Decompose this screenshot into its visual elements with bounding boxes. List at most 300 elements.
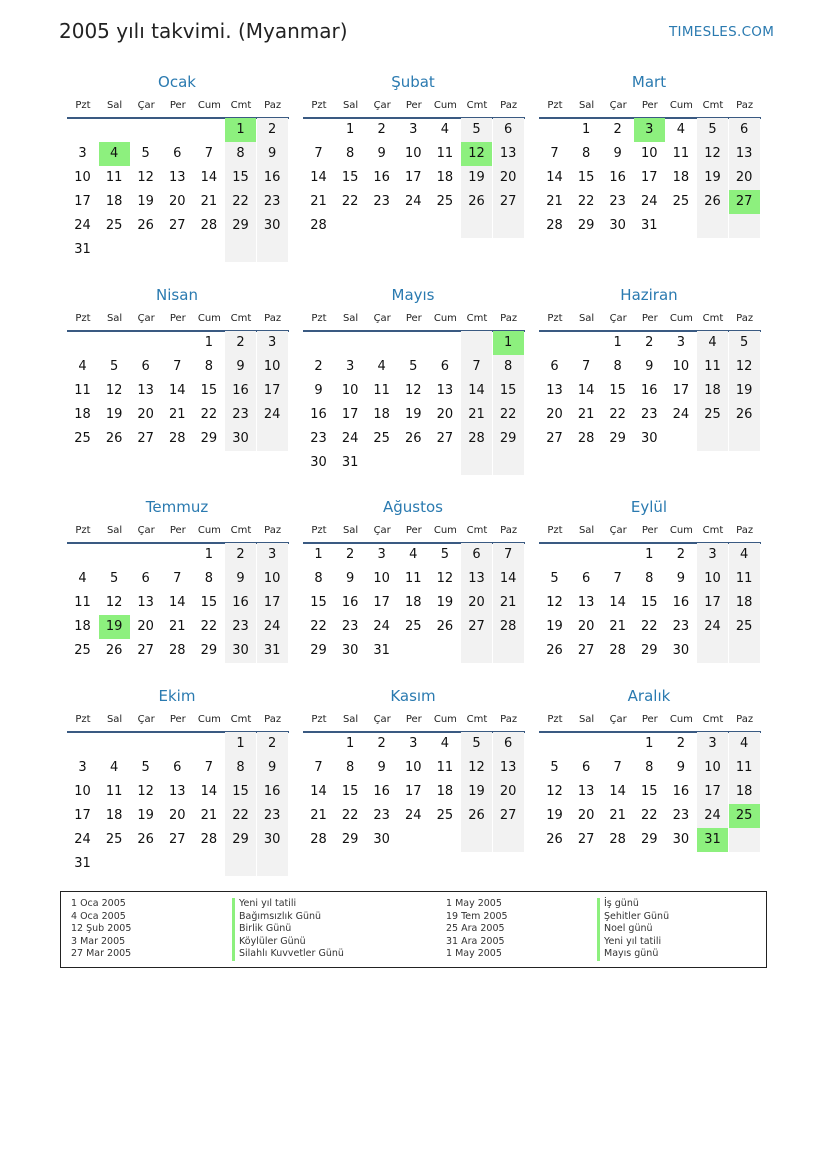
- day-cell[interactable]: 26: [461, 804, 492, 828]
- day-cell[interactable]: 1: [204, 335, 214, 350]
- day-cell[interactable]: 13: [493, 756, 524, 780]
- day-cell[interactable]: 20: [493, 166, 524, 190]
- day-cell[interactable]: 7: [581, 359, 591, 374]
- day-cell[interactable]: 9: [257, 756, 288, 780]
- day-cell[interactable]: 20: [729, 166, 760, 190]
- day-cell[interactable]: 17: [373, 595, 390, 610]
- day-cell[interactable]: 23: [341, 619, 359, 634]
- day-cell[interactable]: 22: [609, 407, 626, 422]
- day-cell[interactable]: 5: [141, 760, 150, 775]
- day-cell[interactable]: 19: [105, 407, 123, 422]
- day-cell[interactable]: 13: [493, 142, 524, 166]
- day-cell[interactable]: 25: [729, 615, 760, 639]
- day-cell[interactable]: 10: [257, 355, 288, 379]
- day-cell[interactable]: 26: [697, 190, 728, 214]
- day-cell[interactable]: 31: [373, 643, 390, 658]
- day-cell[interactable]: 29: [341, 832, 359, 847]
- day-cell[interactable]: 29: [641, 832, 658, 847]
- day-cell[interactable]: 9: [613, 146, 622, 161]
- day-cell[interactable]: 30: [225, 639, 256, 663]
- day-cell[interactable]: 13: [137, 595, 154, 610]
- day-cell[interactable]: 29: [200, 431, 218, 446]
- day-cell[interactable]: 8: [204, 359, 214, 374]
- day-cell[interactable]: 7: [493, 543, 524, 567]
- day-cell[interactable]: 30: [672, 643, 690, 658]
- day-cell[interactable]: 17: [641, 170, 658, 185]
- day-cell[interactable]: 6: [173, 146, 182, 161]
- day-cell[interactable]: 18: [729, 591, 760, 615]
- day-cell[interactable]: 5: [409, 359, 418, 374]
- day-cell[interactable]: 24: [257, 403, 288, 427]
- day-cell[interactable]: 23: [310, 431, 327, 446]
- day-cell[interactable]: 8: [645, 571, 654, 586]
- day-cell[interactable]: 16: [641, 383, 658, 398]
- day-cell[interactable]: 19: [461, 780, 492, 804]
- day-cell[interactable]: 17: [74, 808, 91, 823]
- day-cell[interactable]: 7: [204, 760, 214, 775]
- day-cell[interactable]: 21: [169, 407, 186, 422]
- day-cell[interactable]: 30: [225, 427, 256, 451]
- day-cell[interactable]: 15: [310, 595, 327, 610]
- day-cell[interactable]: 15: [225, 780, 256, 804]
- day-cell[interactable]: 6: [581, 571, 591, 586]
- day-cell[interactable]: 7: [204, 146, 214, 161]
- day-cell[interactable]: 11: [729, 756, 760, 780]
- day-cell[interactable]: 12: [546, 784, 563, 799]
- day-cell[interactable]: 9: [257, 142, 288, 166]
- day-cell[interactable]: 9: [225, 355, 256, 379]
- day-cell[interactable]: 28: [310, 832, 327, 847]
- day-cell[interactable]: 20: [461, 591, 492, 615]
- day-cell[interactable]: 23: [257, 190, 288, 214]
- day-cell[interactable]: 8: [225, 756, 256, 780]
- day-cell[interactable]: 3: [676, 335, 686, 350]
- day-cell[interactable]: 27: [169, 218, 186, 233]
- day-cell[interactable]: 15: [200, 383, 218, 398]
- day-cell[interactable]: 27: [577, 832, 595, 847]
- day-cell[interactable]: 21: [577, 407, 595, 422]
- day-cell[interactable]: 12: [461, 756, 492, 780]
- day-cell[interactable]: 30: [609, 218, 626, 233]
- day-cell[interactable]: 7: [613, 760, 622, 775]
- day-cell[interactable]: 5: [550, 571, 559, 586]
- day-cell[interactable]: 9: [377, 146, 386, 161]
- day-cell[interactable]: 8: [345, 146, 355, 161]
- day-cell[interactable]: 20: [169, 194, 186, 209]
- day-cell[interactable]: 23: [257, 804, 288, 828]
- day-cell[interactable]: 29: [310, 643, 327, 658]
- day-cell[interactable]: 5: [550, 760, 559, 775]
- day-cell[interactable]: 12: [105, 383, 123, 398]
- day-cell[interactable]: 26: [137, 218, 154, 233]
- day-cell[interactable]: 23: [672, 619, 690, 634]
- day-cell[interactable]: 29: [493, 427, 524, 451]
- day-cell[interactable]: 7: [314, 146, 323, 161]
- day-cell[interactable]: 18: [436, 170, 454, 185]
- day-cell[interactable]: 15: [641, 784, 658, 799]
- day-cell[interactable]: 17: [257, 591, 288, 615]
- day-cell[interactable]: 5: [109, 359, 119, 374]
- holiday-day-cell[interactable]: 3: [634, 118, 665, 142]
- holiday-day-cell[interactable]: 1: [225, 118, 256, 142]
- day-cell[interactable]: 6: [461, 543, 492, 567]
- holiday-day-cell[interactable]: 25: [729, 804, 760, 828]
- day-cell[interactable]: 6: [550, 359, 559, 374]
- day-cell[interactable]: 16: [341, 595, 359, 610]
- day-cell[interactable]: 6: [440, 359, 450, 374]
- day-cell[interactable]: 18: [729, 780, 760, 804]
- day-cell[interactable]: 10: [641, 146, 658, 161]
- day-cell[interactable]: 15: [641, 595, 658, 610]
- day-cell[interactable]: 10: [373, 571, 390, 586]
- holiday-day-cell[interactable]: 27: [729, 190, 760, 214]
- day-cell[interactable]: 26: [105, 643, 123, 658]
- day-cell[interactable]: 1: [204, 547, 214, 562]
- day-cell[interactable]: 19: [729, 379, 760, 403]
- day-cell[interactable]: 11: [105, 170, 123, 185]
- day-cell[interactable]: 19: [546, 808, 563, 823]
- day-cell[interactable]: 4: [729, 543, 760, 567]
- day-cell[interactable]: 6: [173, 760, 182, 775]
- day-cell[interactable]: 28: [609, 643, 626, 658]
- day-cell[interactable]: 12: [436, 571, 454, 586]
- day-cell[interactable]: 25: [697, 403, 728, 427]
- day-cell[interactable]: 16: [672, 784, 690, 799]
- day-cell[interactable]: 27: [137, 431, 154, 446]
- day-cell[interactable]: 4: [78, 359, 87, 374]
- day-cell[interactable]: 2: [225, 543, 256, 567]
- day-cell[interactable]: 29: [200, 643, 218, 658]
- day-cell[interactable]: 27: [493, 804, 524, 828]
- day-cell[interactable]: 25: [672, 194, 690, 209]
- day-cell[interactable]: 2: [377, 122, 386, 137]
- day-cell[interactable]: 3: [78, 146, 87, 161]
- day-cell[interactable]: 12: [105, 595, 123, 610]
- day-cell[interactable]: 26: [405, 431, 422, 446]
- day-cell[interactable]: 8: [581, 146, 591, 161]
- day-cell[interactable]: 3: [257, 543, 288, 567]
- day-cell[interactable]: 3: [377, 547, 386, 562]
- day-cell[interactable]: 27: [436, 431, 454, 446]
- day-cell[interactable]: 3: [345, 359, 355, 374]
- day-cell[interactable]: 16: [257, 166, 288, 190]
- day-cell[interactable]: 16: [310, 407, 327, 422]
- day-cell[interactable]: 16: [373, 784, 390, 799]
- day-cell[interactable]: 5: [729, 331, 760, 355]
- day-cell[interactable]: 24: [405, 194, 422, 209]
- day-cell[interactable]: 2: [676, 736, 686, 751]
- day-cell[interactable]: 22: [225, 190, 256, 214]
- day-cell[interactable]: 23: [641, 407, 658, 422]
- day-cell[interactable]: 14: [200, 170, 218, 185]
- day-cell[interactable]: 24: [641, 194, 658, 209]
- day-cell[interactable]: 14: [461, 379, 492, 403]
- day-cell[interactable]: 2: [225, 331, 256, 355]
- day-cell[interactable]: 2: [257, 732, 288, 756]
- day-cell[interactable]: 14: [169, 383, 186, 398]
- day-cell[interactable]: 19: [546, 619, 563, 634]
- day-cell[interactable]: 25: [436, 808, 454, 823]
- day-cell[interactable]: 27: [461, 615, 492, 639]
- day-cell[interactable]: 22: [310, 619, 327, 634]
- day-cell[interactable]: 1: [645, 736, 654, 751]
- day-cell[interactable]: 15: [493, 379, 524, 403]
- day-cell[interactable]: 13: [169, 170, 186, 185]
- day-cell[interactable]: 8: [314, 571, 323, 586]
- day-cell[interactable]: 27: [546, 431, 563, 446]
- day-cell[interactable]: 8: [225, 142, 256, 166]
- day-cell[interactable]: 5: [461, 732, 492, 756]
- day-cell[interactable]: 29: [609, 431, 626, 446]
- day-cell[interactable]: 21: [609, 619, 626, 634]
- day-cell[interactable]: 21: [493, 591, 524, 615]
- day-cell[interactable]: 13: [729, 142, 760, 166]
- day-cell[interactable]: 22: [641, 619, 658, 634]
- day-cell[interactable]: 6: [493, 118, 524, 142]
- day-cell[interactable]: 2: [345, 547, 355, 562]
- day-cell[interactable]: 12: [729, 355, 760, 379]
- day-cell[interactable]: 26: [461, 190, 492, 214]
- day-cell[interactable]: 11: [729, 567, 760, 591]
- day-cell[interactable]: 28: [609, 832, 626, 847]
- day-cell[interactable]: 23: [609, 194, 626, 209]
- day-cell[interactable]: 28: [169, 643, 186, 658]
- day-cell[interactable]: 30: [641, 431, 658, 446]
- day-cell[interactable]: 10: [74, 170, 91, 185]
- day-cell[interactable]: 28: [169, 431, 186, 446]
- day-cell[interactable]: 22: [225, 804, 256, 828]
- day-cell[interactable]: 30: [257, 214, 288, 238]
- day-cell[interactable]: 5: [461, 118, 492, 142]
- holiday-day-cell[interactable]: 12: [461, 142, 492, 166]
- day-cell[interactable]: 15: [577, 170, 595, 185]
- day-cell[interactable]: 28: [200, 832, 218, 847]
- day-cell[interactable]: 13: [577, 595, 595, 610]
- day-cell[interactable]: 25: [436, 194, 454, 209]
- day-cell[interactable]: 2: [377, 736, 386, 751]
- day-cell[interactable]: 24: [74, 218, 91, 233]
- day-cell[interactable]: 26: [729, 403, 760, 427]
- day-cell[interactable]: 11: [405, 571, 422, 586]
- day-cell[interactable]: 3: [409, 736, 418, 751]
- day-cell[interactable]: 21: [546, 194, 563, 209]
- day-cell[interactable]: 9: [676, 760, 686, 775]
- day-cell[interactable]: 7: [173, 359, 182, 374]
- day-cell[interactable]: 21: [609, 808, 626, 823]
- holiday-day-cell[interactable]: 31: [697, 828, 728, 852]
- day-cell[interactable]: 16: [609, 170, 626, 185]
- day-cell[interactable]: 7: [314, 760, 323, 775]
- day-cell[interactable]: 9: [345, 571, 355, 586]
- day-cell[interactable]: 29: [577, 218, 595, 233]
- day-cell[interactable]: 17: [697, 591, 728, 615]
- day-cell[interactable]: 10: [697, 756, 728, 780]
- day-cell[interactable]: 21: [461, 403, 492, 427]
- day-cell[interactable]: 30: [373, 832, 390, 847]
- day-cell[interactable]: 30: [310, 455, 327, 470]
- day-cell[interactable]: 25: [105, 832, 123, 847]
- day-cell[interactable]: 14: [609, 784, 626, 799]
- day-cell[interactable]: 6: [141, 359, 150, 374]
- day-cell[interactable]: 25: [74, 643, 91, 658]
- day-cell[interactable]: 24: [257, 615, 288, 639]
- day-cell[interactable]: 8: [345, 760, 355, 775]
- day-cell[interactable]: 30: [257, 828, 288, 852]
- day-cell[interactable]: 13: [546, 383, 563, 398]
- day-cell[interactable]: 16: [672, 595, 690, 610]
- day-cell[interactable]: 20: [577, 619, 595, 634]
- day-cell[interactable]: 28: [200, 218, 218, 233]
- day-cell[interactable]: 25: [74, 431, 91, 446]
- day-cell[interactable]: 27: [577, 643, 595, 658]
- day-cell[interactable]: 14: [310, 170, 327, 185]
- day-cell[interactable]: 2: [257, 118, 288, 142]
- day-cell[interactable]: 17: [697, 780, 728, 804]
- day-cell[interactable]: 15: [341, 784, 359, 799]
- day-cell[interactable]: 22: [341, 194, 359, 209]
- day-cell[interactable]: 21: [200, 808, 218, 823]
- day-cell[interactable]: 16: [257, 780, 288, 804]
- day-cell[interactable]: 28: [577, 431, 595, 446]
- day-cell[interactable]: 11: [74, 383, 91, 398]
- day-cell[interactable]: 30: [672, 832, 690, 847]
- day-cell[interactable]: 27: [169, 832, 186, 847]
- day-cell[interactable]: 23: [225, 615, 256, 639]
- day-cell[interactable]: 13: [137, 383, 154, 398]
- holiday-day-cell[interactable]: 4: [99, 142, 130, 166]
- day-cell[interactable]: 24: [672, 407, 690, 422]
- day-cell[interactable]: 22: [641, 808, 658, 823]
- day-cell[interactable]: 12: [137, 170, 154, 185]
- day-cell[interactable]: 7: [550, 146, 559, 161]
- day-cell[interactable]: 17: [341, 407, 359, 422]
- day-cell[interactable]: 4: [440, 122, 450, 137]
- day-cell[interactable]: 27: [493, 190, 524, 214]
- day-cell[interactable]: 24: [341, 431, 359, 446]
- day-cell[interactable]: 11: [436, 760, 454, 775]
- day-cell[interactable]: 7: [173, 571, 182, 586]
- day-cell[interactable]: 5: [141, 146, 150, 161]
- day-cell[interactable]: 18: [373, 407, 390, 422]
- day-cell[interactable]: 29: [225, 214, 256, 238]
- day-cell[interactable]: 2: [314, 359, 323, 374]
- day-cell[interactable]: 5: [109, 571, 119, 586]
- day-cell[interactable]: 19: [137, 194, 154, 209]
- site-logo-link[interactable]: TIMESLES.COM: [669, 24, 775, 40]
- day-cell[interactable]: 20: [493, 780, 524, 804]
- day-cell[interactable]: 28: [461, 427, 492, 451]
- day-cell[interactable]: 6: [729, 118, 760, 142]
- day-cell[interactable]: 9: [225, 567, 256, 591]
- day-cell[interactable]: 20: [577, 808, 595, 823]
- day-cell[interactable]: 14: [546, 170, 563, 185]
- day-cell[interactable]: 20: [137, 619, 154, 634]
- day-cell[interactable]: 20: [546, 407, 563, 422]
- day-cell[interactable]: 23: [373, 194, 390, 209]
- day-cell[interactable]: 16: [373, 170, 390, 185]
- day-cell[interactable]: 4: [409, 547, 418, 562]
- day-cell[interactable]: 7: [613, 571, 622, 586]
- day-cell[interactable]: 18: [672, 170, 690, 185]
- day-cell[interactable]: 24: [697, 804, 728, 828]
- day-cell[interactable]: 22: [200, 619, 218, 634]
- day-cell[interactable]: 1: [225, 732, 256, 756]
- day-cell[interactable]: 14: [493, 567, 524, 591]
- day-cell[interactable]: 31: [74, 856, 91, 871]
- day-cell[interactable]: 3: [697, 732, 728, 756]
- day-cell[interactable]: 23: [672, 808, 690, 823]
- day-cell[interactable]: 23: [225, 403, 256, 427]
- day-cell[interactable]: 22: [200, 407, 218, 422]
- day-cell[interactable]: 4: [697, 331, 728, 355]
- day-cell[interactable]: 28: [493, 615, 524, 639]
- day-cell[interactable]: 1: [345, 122, 355, 137]
- day-cell[interactable]: 15: [200, 595, 218, 610]
- day-cell[interactable]: 1: [345, 736, 355, 751]
- day-cell[interactable]: 18: [436, 784, 454, 799]
- day-cell[interactable]: 29: [225, 828, 256, 852]
- day-cell[interactable]: 10: [341, 383, 359, 398]
- day-cell[interactable]: 3: [697, 543, 728, 567]
- day-cell[interactable]: 20: [436, 407, 454, 422]
- day-cell[interactable]: 11: [436, 146, 454, 161]
- day-cell[interactable]: 3: [257, 331, 288, 355]
- day-cell[interactable]: 22: [341, 808, 359, 823]
- day-cell[interactable]: 16: [225, 379, 256, 403]
- day-cell[interactable]: 14: [169, 595, 186, 610]
- day-cell[interactable]: 25: [105, 218, 123, 233]
- day-cell[interactable]: 18: [74, 619, 91, 634]
- day-cell[interactable]: 4: [78, 571, 87, 586]
- day-cell[interactable]: 9: [645, 359, 654, 374]
- day-cell[interactable]: 22: [493, 403, 524, 427]
- day-cell[interactable]: 13: [461, 567, 492, 591]
- day-cell[interactable]: 12: [137, 784, 154, 799]
- day-cell[interactable]: 9: [314, 383, 323, 398]
- day-cell[interactable]: 5: [440, 547, 450, 562]
- day-cell[interactable]: 20: [137, 407, 154, 422]
- day-cell[interactable]: 13: [577, 784, 595, 799]
- day-cell[interactable]: 31: [257, 639, 288, 663]
- day-cell[interactable]: 26: [436, 619, 454, 634]
- day-cell[interactable]: 5: [697, 118, 728, 142]
- day-cell[interactable]: 6: [141, 571, 150, 586]
- holiday-day-cell[interactable]: 1: [493, 331, 524, 355]
- day-cell[interactable]: 2: [613, 122, 622, 137]
- day-cell[interactable]: 21: [310, 808, 327, 823]
- day-cell[interactable]: 11: [672, 146, 690, 161]
- day-cell[interactable]: 2: [645, 335, 654, 350]
- day-cell[interactable]: 1: [314, 547, 323, 562]
- day-cell[interactable]: 19: [461, 166, 492, 190]
- day-cell[interactable]: 20: [169, 808, 186, 823]
- day-cell[interactable]: 11: [105, 784, 123, 799]
- day-cell[interactable]: 10: [74, 784, 91, 799]
- day-cell[interactable]: 14: [200, 784, 218, 799]
- day-cell[interactable]: 21: [169, 619, 186, 634]
- day-cell[interactable]: 12: [697, 142, 728, 166]
- day-cell[interactable]: 28: [310, 218, 327, 233]
- holiday-day-cell[interactable]: 19: [99, 615, 130, 639]
- day-cell[interactable]: 8: [204, 571, 214, 586]
- day-cell[interactable]: 8: [645, 760, 654, 775]
- day-cell[interactable]: 25: [405, 619, 422, 634]
- day-cell[interactable]: 15: [341, 170, 359, 185]
- day-cell[interactable]: 19: [405, 407, 422, 422]
- day-cell[interactable]: 10: [405, 760, 422, 775]
- day-cell[interactable]: 18: [105, 194, 123, 209]
- day-cell[interactable]: 22: [577, 194, 595, 209]
